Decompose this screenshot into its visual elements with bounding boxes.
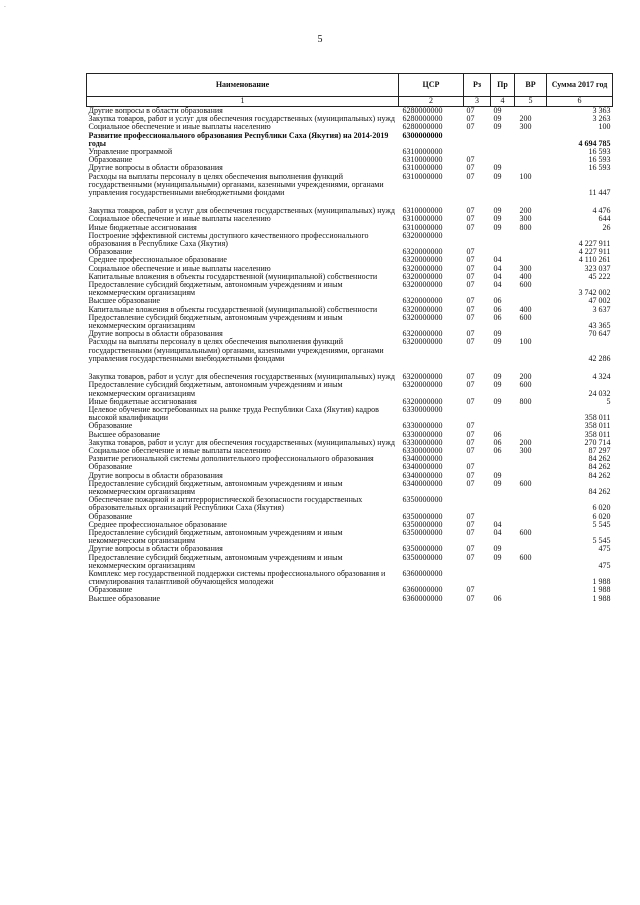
cell-sum: 4 476 [592,206,611,216]
cell-csr: 6320000000 [402,230,443,240]
cell-pr [491,132,515,148]
cell-name: Высшее образование [88,593,161,603]
cell-sum: 84 262 [588,470,611,480]
cell-pr: 09 [493,478,502,488]
cell-csr: 6310000000 [402,214,443,224]
cell-sum: 323 037 [584,263,611,273]
cell-sum: 6 020 [592,503,611,513]
cell-vr: 200 [519,437,532,447]
cell-rz: 07 [466,519,475,529]
cell-csr: 6360000000 [402,568,443,578]
cell-pr: 06 [493,593,502,603]
cell-name: Предоставление субсидий бюджетным, автономным учреждениям и иным некоммерческим организациям [88,527,343,546]
cell-name: Развитие профессионального образования Республики Саха (Якутия) на 2014-2019 годы [88,130,389,148]
cell-name: Социальное обеспечение и иные выплаты населению [88,122,271,132]
cell-csr: 6310000000 [402,147,443,157]
cell-rz: 07 [466,155,475,165]
cell-vr: 600 [519,478,532,488]
cell-csr: 6350000000 [402,527,443,537]
table-row [87,381,613,397]
cell-pr [491,148,515,156]
header-name: Наименование [87,74,399,97]
cell-csr: 6320000000 [402,380,443,390]
cell-sum: 11 447 [588,188,611,198]
cell-sum: 358 011 [584,413,611,423]
cell-sum: 475 [598,544,611,554]
cell-name: Закупка товаров, работ и услуг для обеспечения государственных (муниципальных) нужд [88,372,395,382]
cell-csr: 6350000000 [402,511,443,521]
cell-csr: 6320000000 [402,271,443,281]
cell-rz: 07 [466,396,475,406]
cell-name: Управление программой [88,147,173,157]
cell-rz: 07 [466,247,475,257]
cell-rz: 07 [466,380,475,390]
cell-rz: 07 [466,329,475,339]
cell-rz [464,232,491,248]
column-number: 1 [87,97,399,107]
cell-csr: 6300000000 [402,130,443,140]
cell-csr: 6320000000 [402,280,443,290]
cell-rz: 07 [466,214,475,224]
table-row [87,132,613,148]
cell-rz: 07 [466,114,475,124]
cell-vr: 300 [519,445,532,455]
cell-sum: 26 [602,222,611,232]
cell-vr [515,156,547,164]
cell-vr [515,232,547,248]
cell-csr: 6320000000 [402,255,443,265]
cell-csr: 6320000000 [402,304,443,314]
cell-sum: 270 714 [584,437,611,447]
cell-pr [491,232,515,248]
cell-vr [515,496,547,512]
cell-sum: 1 988 [592,577,611,587]
cell-csr: 6340000000 [402,478,443,488]
cell-sum: 100 [598,122,611,132]
cell-name: Комплекс мер государственной поддержки системы профессионального образования и стимулирования талантливой обучающейся молодежи [88,568,386,587]
cell-vr: 600 [519,280,532,290]
cell-sum: 84 262 [588,486,611,496]
cell-rz: 07 [466,372,475,382]
cell-sum: 3 363 [592,106,611,115]
cell-rz: 07 [466,470,475,480]
cell-rz [464,570,491,586]
cell-sum: 16 593 [588,147,611,157]
cell-rz: 07 [466,255,475,265]
cell-sum: 87 297 [588,445,611,455]
header-rz: Рз [464,74,491,97]
cell-name: Предоставление субсидий бюджетным, автономным учреждениям и иным некоммерческим организациям [88,312,343,331]
table-row [87,338,613,373]
cell-vr: 200 [519,114,532,124]
cell-sum: 16 593 [588,155,611,165]
cell-pr: 09 [493,106,502,115]
cell-pr: 04 [493,519,502,529]
cell-rz: 07 [466,304,475,314]
cell-rz: 07 [466,585,475,595]
cell-rz: 07 [466,462,475,472]
cell-name: Высшее образование [88,429,161,439]
cell-name: Предоставление субсидий бюджетным, автономным учреждениям и иным некоммерческим организациям [88,280,343,298]
cell-rz: 07 [466,263,475,273]
cell-csr: 6280000000 [402,122,443,132]
table-row [87,281,613,297]
cell-sum: 358 011 [584,421,611,431]
cell-name: Образование [88,511,133,521]
cell-vr: 200 [519,372,532,382]
cell-rz: 07 [466,445,475,455]
cell-rz [464,406,491,422]
cell-vr [515,148,547,156]
cell-name: Развитие региональной системы дополнительного профессионального образования [88,454,374,464]
cell-sum: 5 545 [592,519,611,529]
cell-rz: 07 [466,206,475,216]
cell-csr: 6340000000 [402,470,443,480]
cell-name: Социальное обеспечение и иные выплаты населению [88,214,271,224]
cell-csr: 6320000000 [402,337,443,347]
header-row [87,74,613,97]
cell-csr: 6330000000 [402,404,443,414]
cell-vr: 300 [519,122,532,132]
cell-csr: 6330000000 [402,421,443,431]
cell-name: Образование [88,247,133,257]
corner-mark: . [4,2,6,9]
cell-rz: 07 [466,222,475,232]
cell-rz: 07 [466,552,475,562]
cell-csr: 6350000000 [402,495,443,505]
cell-sum: 24 032 [588,388,611,398]
cell-vr [515,406,547,422]
cell-pr: 09 [493,114,502,124]
cell-sum: 4 227 911 [578,247,611,257]
cell-name: Социальное обеспечение и иные выплаты населению [88,445,271,455]
cell-csr: 6350000000 [402,519,443,529]
cell-pr: 09 [493,171,502,181]
cell-name: Закупка товаров, работ и услуг для обеспечения государственных (муниципальных) нужд [88,206,395,216]
cell-pr: 09 [493,329,502,339]
cell-rz: 07 [466,478,475,488]
cell-rz: 07 [466,106,475,115]
cell-rz: 07 [466,312,475,322]
table-row [87,455,613,463]
cell-pr: 06 [493,437,502,447]
cell-csr: 6280000000 [402,106,443,115]
column-numbers-row [87,97,613,107]
column-number: 5 [515,97,547,107]
cell-name: Социальное обеспечение и иные выплаты населению [88,263,271,273]
cell-csr: 6310000000 [402,222,443,232]
table-row [87,314,613,330]
column-number: 6 [547,97,613,107]
cell-csr: 6350000000 [402,544,443,554]
cell-csr: 6310000000 [402,171,443,181]
cell-rz: 07 [466,437,475,447]
cell-csr: 6360000000 [402,593,443,603]
cell-sum: 475 [598,560,611,570]
table-row [87,173,613,208]
cell-name: Среднее профессиональное образование [88,519,227,529]
cell-sum: 3 637 [592,304,611,314]
cell-sum: 84 262 [588,454,611,464]
cell-pr: 04 [493,263,502,273]
cell-csr: 6310000000 [402,163,443,173]
cell-vr [515,570,547,586]
cell-pr: 09 [493,396,502,406]
cell-name: Высшее образование [88,296,161,306]
cell-name: Образование [88,462,133,472]
cell-sum: 1 988 [592,593,611,603]
cell-name: Закупка товаров, работ и услуг для обеспечения государственных (муниципальных) нужд [88,437,395,447]
cell-pr: 06 [493,429,502,439]
cell-name: Другие вопросы в области образования [88,544,223,554]
header-pr: Пр [491,74,515,97]
cell-vr: 600 [519,380,532,390]
cell-vr [515,455,547,463]
cell-name: Образование [88,585,133,595]
cell-vr: 400 [519,304,532,314]
cell-pr: 04 [493,255,502,265]
cell-vr [515,463,547,471]
cell-name: Образование [88,421,133,431]
cell-name: Обеспечение пожарной и антитеррористической безопасности государственных образовательных организаций Республики Саха (Якутия) [88,495,363,513]
cell-csr: 6320000000 [402,263,443,273]
cell-vr: 200 [519,206,532,216]
cell-pr [491,570,515,586]
table-header [87,74,613,107]
cell-pr: 09 [493,380,502,390]
cell-name: Иные бюджетные ассигнования [88,222,197,232]
cell-rz: 07 [466,280,475,290]
cell-vr [515,595,547,603]
cell-csr: 6280000000 [402,114,443,124]
cell-name: Иные бюджетные ассигнования [88,396,197,406]
table-row [87,232,613,248]
cell-csr: 6320000000 [402,312,443,322]
cell-csr: 6330000000 [402,445,443,455]
cell-csr: 6320000000 [402,247,443,257]
table-row [87,406,613,422]
cell-rz: 07 [466,593,475,603]
table-row [87,586,613,594]
cell-name: Другие вопросы в области образования [88,329,223,339]
cell-rz: 07 [466,421,475,431]
cell-rz [464,496,491,512]
cell-pr: 09 [493,222,502,232]
cell-name: Другие вопросы в области образования [88,163,223,173]
cell-name: Расходы на выплаты персоналу в целях обеспечения выполнения функций государственными (муниципальными) органами, казенными учреждениями, органами управления государственными внебюджетными фондами [88,171,384,198]
table-row [87,529,613,545]
cell-name: Среднее профессиональное образование [88,255,227,265]
table-body [87,107,613,603]
cell-rz: 07 [466,271,475,281]
cell-name: Предоставление субсидий бюджетным, автономным учреждениям и иным некоммерческим организациям [88,478,343,496]
cell-pr: 04 [493,271,502,281]
cell-pr: 09 [493,544,502,554]
cell-vr: 800 [519,222,532,232]
cell-name: Капитальные вложения в объекты государственной (муниципальной) собственности [88,271,378,281]
cell-csr: 6310000000 [402,206,443,216]
header-sum: Сумма 2017 год [547,74,613,97]
cell-pr: 09 [493,337,502,347]
cell-csr: 6320000000 [402,372,443,382]
page-number: 5 [317,34,323,45]
cell-csr: 6310000000 [402,155,443,165]
cell-rz: 07 [466,429,475,439]
cell-csr: 6330000000 [402,437,443,447]
cell-pr: 09 [493,470,502,480]
cell-vr: 400 [519,271,532,281]
cell-rz: 07 [466,171,475,181]
cell-pr [491,455,515,463]
column-number: 4 [491,97,515,107]
cell-csr: 6360000000 [402,585,443,595]
table-row [87,422,613,430]
cell-pr: 04 [493,280,502,290]
cell-csr: 6350000000 [402,552,443,562]
cell-sum: 84 262 [588,462,611,472]
cell-vr [515,586,547,594]
cell-sum: 42 286 [588,353,611,363]
budget-table [86,73,613,603]
table-row [87,554,613,570]
cell-sum: 45 222 [588,271,611,281]
cell-sum: 70 647 [588,329,611,339]
table-row [87,570,613,586]
cell-rz: 07 [466,337,475,347]
table-row [87,496,613,512]
table-row [87,595,613,603]
cell-pr: 06 [493,445,502,455]
cell-rz [464,132,491,148]
cell-vr: 300 [519,214,532,224]
cell-vr: 100 [519,171,532,181]
cell-pr: 06 [493,296,502,306]
cell-vr [515,248,547,256]
budget-table-container [86,73,612,603]
cell-sum: 5 545 [592,536,611,546]
cell-vr [515,132,547,148]
cell-sum: 6 020 [592,511,611,521]
cell-name: Расходы на выплаты персоналу в целях обеспечения выполнения функций государственными (муниципальными) органами, казенными учреждениями, органами управления государственными внебюджетными фондами [88,337,384,363]
cell-name: Предоставление субсидий бюджетным, автономным учреждениям и иным некоммерческим организациям [88,552,343,570]
cell-csr: 6340000000 [402,462,443,472]
column-number: 3 [464,97,491,107]
header-vr: ВР [515,74,547,97]
cell-name: Другие вопросы в области образования [88,470,223,480]
cell-sum: 644 [598,214,611,224]
cell-pr: 09 [493,163,502,173]
cell-rz: 07 [466,163,475,173]
cell-csr: 6320000000 [402,296,443,306]
cell-rz: 07 [466,296,475,306]
cell-vr [515,513,547,521]
cell-vr: 600 [519,527,532,537]
cell-vr: 600 [519,552,532,562]
cell-pr: 09 [493,214,502,224]
cell-pr: 09 [493,206,502,216]
cell-pr [491,496,515,512]
cell-vr: 300 [519,263,532,273]
cell-sum: 47 002 [588,296,611,306]
cell-name: Построение эффективной системы доступного качественного профессионального образования в Республике Саха (Якутия) [88,230,369,249]
table-row [87,148,613,156]
cell-pr: 04 [493,527,502,537]
table-row [87,480,613,496]
cell-sum: 43 365 [588,321,611,331]
cell-sum: 4 694 785 [578,138,611,148]
cell-vr: 100 [519,337,532,347]
cell-sum: 4 324 [592,372,611,382]
cell-sum: 3 263 [592,114,611,124]
cell-pr: 09 [493,372,502,382]
cell-vr: 800 [519,396,532,406]
cell-sum: 4 110 261 [578,255,611,265]
cell-csr: 6330000000 [402,429,443,439]
cell-rz: 07 [466,122,475,132]
cell-pr [491,406,515,422]
cell-rz: 07 [466,511,475,521]
cell-name: Образование [88,155,133,165]
cell-pr: 06 [493,304,502,314]
cell-sum: 4 227 911 [578,239,611,249]
header-csr: ЦСР [399,74,464,97]
cell-name: Предоставление субсидий бюджетным, автономным учреждениям и иным некоммерческим организациям [88,380,343,398]
cell-vr [515,422,547,430]
cell-name: Целевое обучение востребованных на рынке труда Республики Саха (Якутия) кадров высокой квалификации [88,404,379,423]
cell-pr: 09 [493,552,502,562]
cell-csr: 6340000000 [402,454,443,464]
column-number: 2 [399,97,464,107]
cell-rz: 07 [466,527,475,537]
cell-sum: 16 593 [588,163,611,173]
cell-sum: 358 011 [584,429,611,439]
cell-name: Капитальные вложения в объекты государственной (муниципальной) собственности [88,304,378,314]
cell-vr: 600 [519,312,532,322]
cell-rz: 07 [466,544,475,554]
cell-csr: 6320000000 [402,396,443,406]
cell-pr: 06 [493,312,502,322]
cell-name: Закупка товаров, работ и услуг для обеспечения государственных (муниципальных) нужд [88,114,395,124]
cell-csr: 6320000000 [402,329,443,339]
cell-sum: 1 988 [592,585,611,595]
cell-sum: 3 742 002 [578,288,611,298]
cell-name: Другие вопросы в области образования [88,106,223,115]
cell-sum: 5 [606,396,611,406]
cell-pr: 09 [493,122,502,132]
